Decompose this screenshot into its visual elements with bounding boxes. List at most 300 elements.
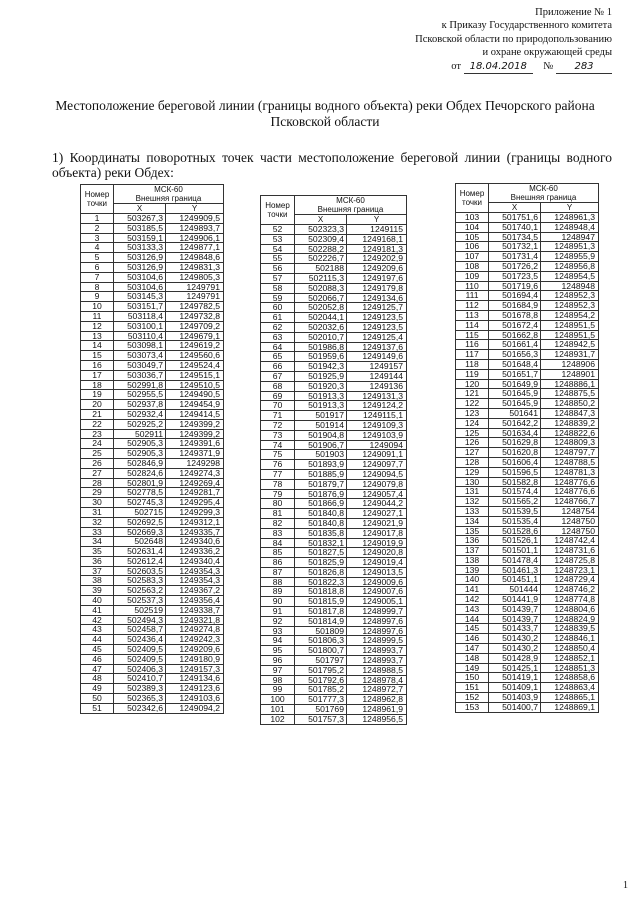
coord-y: 1248972,7 <box>347 685 407 695</box>
table-row <box>261 656 407 666</box>
table-row <box>261 352 407 362</box>
point-number: 69 <box>261 391 295 401</box>
table-row <box>456 301 599 311</box>
coord-x: 501903 <box>295 450 347 460</box>
point-number: 115 <box>456 330 489 340</box>
coord-y: 1249490,5 <box>166 390 224 400</box>
coord-x: 503126,9 <box>114 253 166 263</box>
point-number: 117 <box>456 350 489 360</box>
table-row <box>456 673 599 683</box>
table-row <box>81 645 224 655</box>
coord-y: 1249157 <box>347 362 407 372</box>
point-number: 43 <box>81 625 114 635</box>
coord-y: 1248851,3 <box>541 663 599 673</box>
point-number: 45 <box>81 645 114 655</box>
table-row <box>261 264 407 274</box>
point-number: 105 <box>456 232 489 242</box>
coord-x: 501840,8 <box>295 518 347 528</box>
coord-y: 1248999,7 <box>347 607 407 617</box>
point-number: 42 <box>81 615 114 625</box>
coord-x: 501649,9 <box>489 379 541 389</box>
table-row <box>456 546 599 556</box>
point-number: 130 <box>456 477 489 487</box>
coord-y: 1249109,3 <box>347 420 407 430</box>
table-row <box>456 222 599 232</box>
coord-x: 501866,9 <box>295 499 347 509</box>
table-row <box>81 635 224 645</box>
coord-y: 1249877,1 <box>166 243 224 253</box>
point-number: 108 <box>456 261 489 271</box>
coord-y: 1249019,4 <box>347 558 407 568</box>
point-number: 65 <box>261 352 295 362</box>
order-date: 18.04.2018 <box>464 60 533 74</box>
point-number: 53 <box>261 234 295 244</box>
point-number: 150 <box>456 673 489 683</box>
table-row <box>456 428 599 438</box>
coord-y: 1249391,6 <box>166 439 224 449</box>
coord-y: 1248951,3 <box>541 242 599 252</box>
table-row <box>81 243 224 253</box>
coord-y: 1248858,6 <box>541 673 599 683</box>
coord-x: 502715 <box>114 507 166 517</box>
table-row <box>456 340 599 350</box>
section-subtitle: 1) Координаты поворотных точек части местоположение береговой линии (границы водного объекта) реки Обдех: <box>52 150 612 180</box>
coord-x: 503104,6 <box>114 282 166 292</box>
coord-x: 502188 <box>295 264 347 274</box>
table-row <box>456 310 599 320</box>
table-row <box>261 616 407 626</box>
coord-x: 501757,3 <box>295 714 347 724</box>
coord-x: 501526,1 <box>489 536 541 546</box>
table-row <box>81 449 224 459</box>
coord-x: 502537,3 <box>114 596 166 606</box>
table-row <box>261 675 407 685</box>
table-row <box>81 527 224 537</box>
header-coordinate-system: МСК-60 <box>114 185 224 195</box>
coord-y: 1249103,9 <box>347 430 407 440</box>
coord-x: 501818,8 <box>295 587 347 597</box>
point-number: 109 <box>456 271 489 281</box>
point-number: 5 <box>81 253 114 263</box>
order-number: 283 <box>556 60 612 74</box>
coordinates-table-3 <box>455 183 599 713</box>
coord-x: 502905,3 <box>114 439 166 449</box>
point-number: 23 <box>81 429 114 439</box>
coord-y: 1248978,4 <box>347 675 407 685</box>
header-x: X <box>489 203 541 213</box>
coord-y: 1249149,6 <box>347 352 407 362</box>
coord-x: 501672,4 <box>489 320 541 330</box>
point-number: 116 <box>456 340 489 350</box>
header-y: Y <box>541 203 599 213</box>
point-number: 51 <box>81 703 114 713</box>
coord-x: 501885,9 <box>295 469 347 479</box>
table-row <box>81 390 224 400</box>
point-number: 12 <box>81 321 114 331</box>
coord-x: 503100,1 <box>114 321 166 331</box>
table-row <box>261 293 407 303</box>
table-row <box>456 261 599 271</box>
coord-x: 502932,4 <box>114 409 166 419</box>
point-number: 18 <box>81 380 114 390</box>
coord-x: 502342,6 <box>114 703 166 713</box>
number-prefix: № <box>543 60 554 72</box>
point-number: 38 <box>81 576 114 586</box>
point-number: 28 <box>81 478 114 488</box>
coord-x: 501740,1 <box>489 222 541 232</box>
point-number: 144 <box>456 614 489 624</box>
point-number: 13 <box>81 331 114 341</box>
point-number: 26 <box>81 458 114 468</box>
coord-y: 1248948 <box>541 281 599 291</box>
coord-x: 501419,1 <box>489 673 541 683</box>
coord-x: 501678,8 <box>489 310 541 320</box>
table-row <box>261 528 407 538</box>
point-number: 80 <box>261 499 295 509</box>
table-row <box>456 693 599 703</box>
table-row <box>261 518 407 528</box>
coord-y: 1248942,5 <box>541 340 599 350</box>
table-row <box>81 517 224 527</box>
coord-x: 501792,6 <box>295 675 347 685</box>
table-row <box>261 411 407 421</box>
coord-y: 1249209,6 <box>347 264 407 274</box>
table-row <box>81 684 224 694</box>
table-row <box>456 604 599 614</box>
point-number: 112 <box>456 301 489 311</box>
coord-x: 501777,3 <box>295 695 347 705</box>
coord-x: 502226,7 <box>295 254 347 264</box>
coord-y: 1248956,8 <box>541 261 599 271</box>
coord-x: 501825,9 <box>295 558 347 568</box>
coord-y: 1248781,3 <box>541 467 599 477</box>
point-number: 91 <box>261 607 295 617</box>
coord-x: 501430,2 <box>489 634 541 644</box>
table-row <box>81 409 224 419</box>
coord-x: 503098,1 <box>114 341 166 351</box>
coord-x: 502846,9 <box>114 458 166 468</box>
point-number: 110 <box>456 281 489 291</box>
coord-y: 1248750 <box>541 526 599 536</box>
coord-y: 1249295,4 <box>166 498 224 508</box>
point-number: 141 <box>456 585 489 595</box>
table-row <box>261 362 407 372</box>
coord-x: 502365,3 <box>114 694 166 704</box>
coord-x: 502309,4 <box>295 234 347 244</box>
header-y: Y <box>166 204 224 214</box>
coord-x: 501785,2 <box>295 685 347 695</box>
coord-x: 501441,9 <box>489 595 541 605</box>
point-number: 96 <box>261 656 295 666</box>
coord-x: 501642,2 <box>489 418 541 428</box>
coord-y: 1249515,1 <box>166 370 224 380</box>
point-number: 59 <box>261 293 295 303</box>
table-row <box>81 694 224 704</box>
point-number: 151 <box>456 683 489 693</box>
table-row <box>261 538 407 548</box>
header-boundary: Внешняя граница <box>114 194 224 204</box>
coord-y: 1249805,3 <box>166 272 224 282</box>
point-number: 73 <box>261 430 295 440</box>
coord-x: 501879,7 <box>295 479 347 489</box>
point-number: 17 <box>81 370 114 380</box>
coord-y: 1248804,6 <box>541 604 599 614</box>
coord-y: 1249097,7 <box>347 460 407 470</box>
coord-x: 501662,8 <box>489 330 541 340</box>
point-number: 93 <box>261 626 295 636</box>
coord-y: 1249007,6 <box>347 587 407 597</box>
table-row <box>456 359 599 369</box>
coord-x: 501478,4 <box>489 555 541 565</box>
table-row <box>81 253 224 263</box>
coord-x: 501439,7 <box>489 604 541 614</box>
coord-y: 1249340,4 <box>166 556 224 566</box>
coord-x: 501917 <box>295 411 347 421</box>
point-number: 140 <box>456 575 489 585</box>
coord-y: 1249134,6 <box>347 293 407 303</box>
coord-y: 1249123,5 <box>347 322 407 332</box>
point-number: 84 <box>261 538 295 548</box>
coord-y: 1249013,5 <box>347 567 407 577</box>
coord-x: 501920,3 <box>295 381 347 391</box>
table-row <box>456 702 599 712</box>
coord-x: 501913,3 <box>295 391 347 401</box>
header-point-number: Номер точки <box>456 184 489 213</box>
table-row <box>81 458 224 468</box>
point-number: 76 <box>261 460 295 470</box>
coord-y: 1248952,3 <box>541 291 599 301</box>
table-row <box>456 536 599 546</box>
coord-y: 1249367,2 <box>166 586 224 596</box>
coord-x: 501734,5 <box>489 232 541 242</box>
coord-y: 1249399,2 <box>166 429 224 439</box>
coord-y: 1249791 <box>166 292 224 302</box>
point-number: 136 <box>456 536 489 546</box>
coord-x: 501634,4 <box>489 428 541 438</box>
coord-y: 1249274,3 <box>166 468 224 478</box>
coord-y: 1248901 <box>541 369 599 379</box>
coord-y: 1248776,6 <box>541 487 599 497</box>
coord-x: 501684,9 <box>489 301 541 311</box>
coord-x: 501723,5 <box>489 271 541 281</box>
coord-y: 1248886,1 <box>541 379 599 389</box>
coord-y: 1249560,6 <box>166 351 224 361</box>
coord-x: 501661,4 <box>489 340 541 350</box>
coord-x: 502052,8 <box>295 303 347 313</box>
coord-x: 501719,6 <box>489 281 541 291</box>
table-row <box>81 576 224 586</box>
table-row <box>261 342 407 352</box>
table-row <box>81 439 224 449</box>
point-number: 39 <box>81 586 114 596</box>
coord-x: 501528,6 <box>489 526 541 536</box>
coord-y: 1249137,6 <box>347 342 407 352</box>
table-row <box>261 244 407 254</box>
table-row <box>81 223 224 233</box>
coord-x: 501596,5 <box>489 467 541 477</box>
coord-y: 1249094,2 <box>166 703 224 713</box>
point-number: 72 <box>261 420 295 430</box>
coord-x: 501645,9 <box>489 399 541 409</box>
coord-x: 503267,3 <box>114 214 166 224</box>
table-row <box>456 418 599 428</box>
coord-y: 1249321,8 <box>166 615 224 625</box>
table-row <box>261 567 407 577</box>
coord-x: 502612,4 <box>114 556 166 566</box>
coord-y: 1248850,4 <box>541 644 599 654</box>
table-row <box>261 499 407 509</box>
coord-y: 1249021,9 <box>347 518 407 528</box>
point-number: 89 <box>261 587 295 597</box>
table-row <box>81 262 224 272</box>
point-number: 149 <box>456 663 489 673</box>
coord-x: 501986,8 <box>295 342 347 352</box>
coord-y: 1249103,6 <box>166 694 224 704</box>
coord-x: 503159,1 <box>114 233 166 243</box>
table-row <box>456 614 599 624</box>
coord-y: 1248822,6 <box>541 428 599 438</box>
coord-y: 1249180,9 <box>166 654 224 664</box>
point-number: 148 <box>456 653 489 663</box>
point-number: 34 <box>81 537 114 547</box>
table-row <box>81 292 224 302</box>
coord-x: 501648,4 <box>489 359 541 369</box>
coord-y: 1249057,4 <box>347 489 407 499</box>
coord-x: 501835,8 <box>295 528 347 538</box>
table-row <box>261 313 407 323</box>
coord-x: 501809 <box>295 626 347 636</box>
coord-y: 1249679,1 <box>166 331 224 341</box>
table-row <box>81 498 224 508</box>
point-number: 92 <box>261 616 295 626</box>
coord-x: 501797 <box>295 656 347 666</box>
coord-x: 501501,1 <box>489 546 541 556</box>
point-number: 98 <box>261 675 295 685</box>
table-row <box>456 379 599 389</box>
coord-y: 1248788,5 <box>541 457 599 467</box>
coord-x: 501893,9 <box>295 460 347 470</box>
table-row <box>81 311 224 321</box>
committee-name-cont: и охране окружающей среды <box>482 47 612 59</box>
coord-x: 502745,3 <box>114 498 166 508</box>
coord-x: 502436,4 <box>114 635 166 645</box>
point-number: 41 <box>81 605 114 615</box>
coord-x: 501620,8 <box>489 448 541 458</box>
point-number: 55 <box>261 254 295 264</box>
coord-x: 503049,7 <box>114 360 166 370</box>
coord-y: 1249115 <box>347 225 407 235</box>
point-number: 107 <box>456 252 489 262</box>
point-number: 87 <box>261 567 295 577</box>
table-row <box>261 587 407 597</box>
document-header <box>312 6 612 74</box>
point-number: 74 <box>261 440 295 450</box>
table-row <box>81 537 224 547</box>
coord-y: 1249414,5 <box>166 409 224 419</box>
table-row <box>81 664 224 674</box>
table-row <box>81 674 224 684</box>
table-row <box>261 254 407 264</box>
point-number: 83 <box>261 528 295 538</box>
coord-x: 501832,1 <box>295 538 347 548</box>
point-number: 2 <box>81 223 114 233</box>
coord-y: 1249094,5 <box>347 469 407 479</box>
point-number: 121 <box>456 389 489 399</box>
table-row <box>261 420 407 430</box>
point-number: 125 <box>456 428 489 438</box>
point-number: 63 <box>261 332 295 342</box>
coord-x: 503073,4 <box>114 351 166 361</box>
header-coordinate-system: МСК-60 <box>295 196 407 206</box>
point-number: 102 <box>261 714 295 724</box>
coord-x: 503145,3 <box>114 292 166 302</box>
point-number: 1 <box>81 214 114 224</box>
point-number: 68 <box>261 381 295 391</box>
point-number: 79 <box>261 489 295 499</box>
coord-y: 1248955,9 <box>541 252 599 262</box>
coord-y: 1249371,9 <box>166 449 224 459</box>
coord-y: 1248850,2 <box>541 399 599 409</box>
table-row <box>456 408 599 418</box>
table-row <box>81 547 224 557</box>
coord-x: 502458,7 <box>114 625 166 635</box>
coord-y: 1249732,8 <box>166 311 224 321</box>
header-point-number: Номер точки <box>261 196 295 225</box>
coord-y: 1249005,1 <box>347 597 407 607</box>
point-number: 99 <box>261 685 295 695</box>
point-number: 101 <box>261 705 295 715</box>
point-number: 4 <box>81 243 114 253</box>
coord-x: 502066,7 <box>295 293 347 303</box>
table-row <box>81 380 224 390</box>
table-row <box>81 605 224 615</box>
coord-x: 502801,9 <box>114 478 166 488</box>
coord-y: 1248948,4 <box>541 222 599 232</box>
appendix-label: Приложение № 1 <box>535 7 612 18</box>
coord-y: 1249136 <box>347 381 407 391</box>
table-row <box>81 214 224 224</box>
point-number: 139 <box>456 565 489 575</box>
coord-y: 1248723,1 <box>541 565 599 575</box>
coord-y: 1249079,8 <box>347 479 407 489</box>
coord-y: 1249027,1 <box>347 509 407 519</box>
coord-y: 1249354,3 <box>166 576 224 586</box>
coord-y: 1249791 <box>166 282 224 292</box>
coord-x: 502032,6 <box>295 322 347 332</box>
table-row <box>261 371 407 381</box>
coord-y: 1249091,1 <box>347 450 407 460</box>
coord-y: 1248993,7 <box>347 656 407 666</box>
table-row <box>81 478 224 488</box>
point-number: 142 <box>456 595 489 605</box>
coord-x: 501800,7 <box>295 646 347 656</box>
coord-y: 1249340,6 <box>166 537 224 547</box>
coord-y: 1248750 <box>541 516 599 526</box>
table-row <box>261 273 407 283</box>
table-row <box>261 440 407 450</box>
table-row <box>261 509 407 519</box>
coord-x: 502088,3 <box>295 283 347 293</box>
coord-y: 1249020,8 <box>347 548 407 558</box>
point-number: 86 <box>261 558 295 568</box>
coord-y: 1249019,9 <box>347 538 407 548</box>
table-row <box>261 489 407 499</box>
coord-y: 1248961,3 <box>541 213 599 223</box>
coord-y: 1248993,7 <box>347 646 407 656</box>
coord-y: 1249134,6 <box>166 674 224 684</box>
point-number: 90 <box>261 597 295 607</box>
point-number: 21 <box>81 409 114 419</box>
